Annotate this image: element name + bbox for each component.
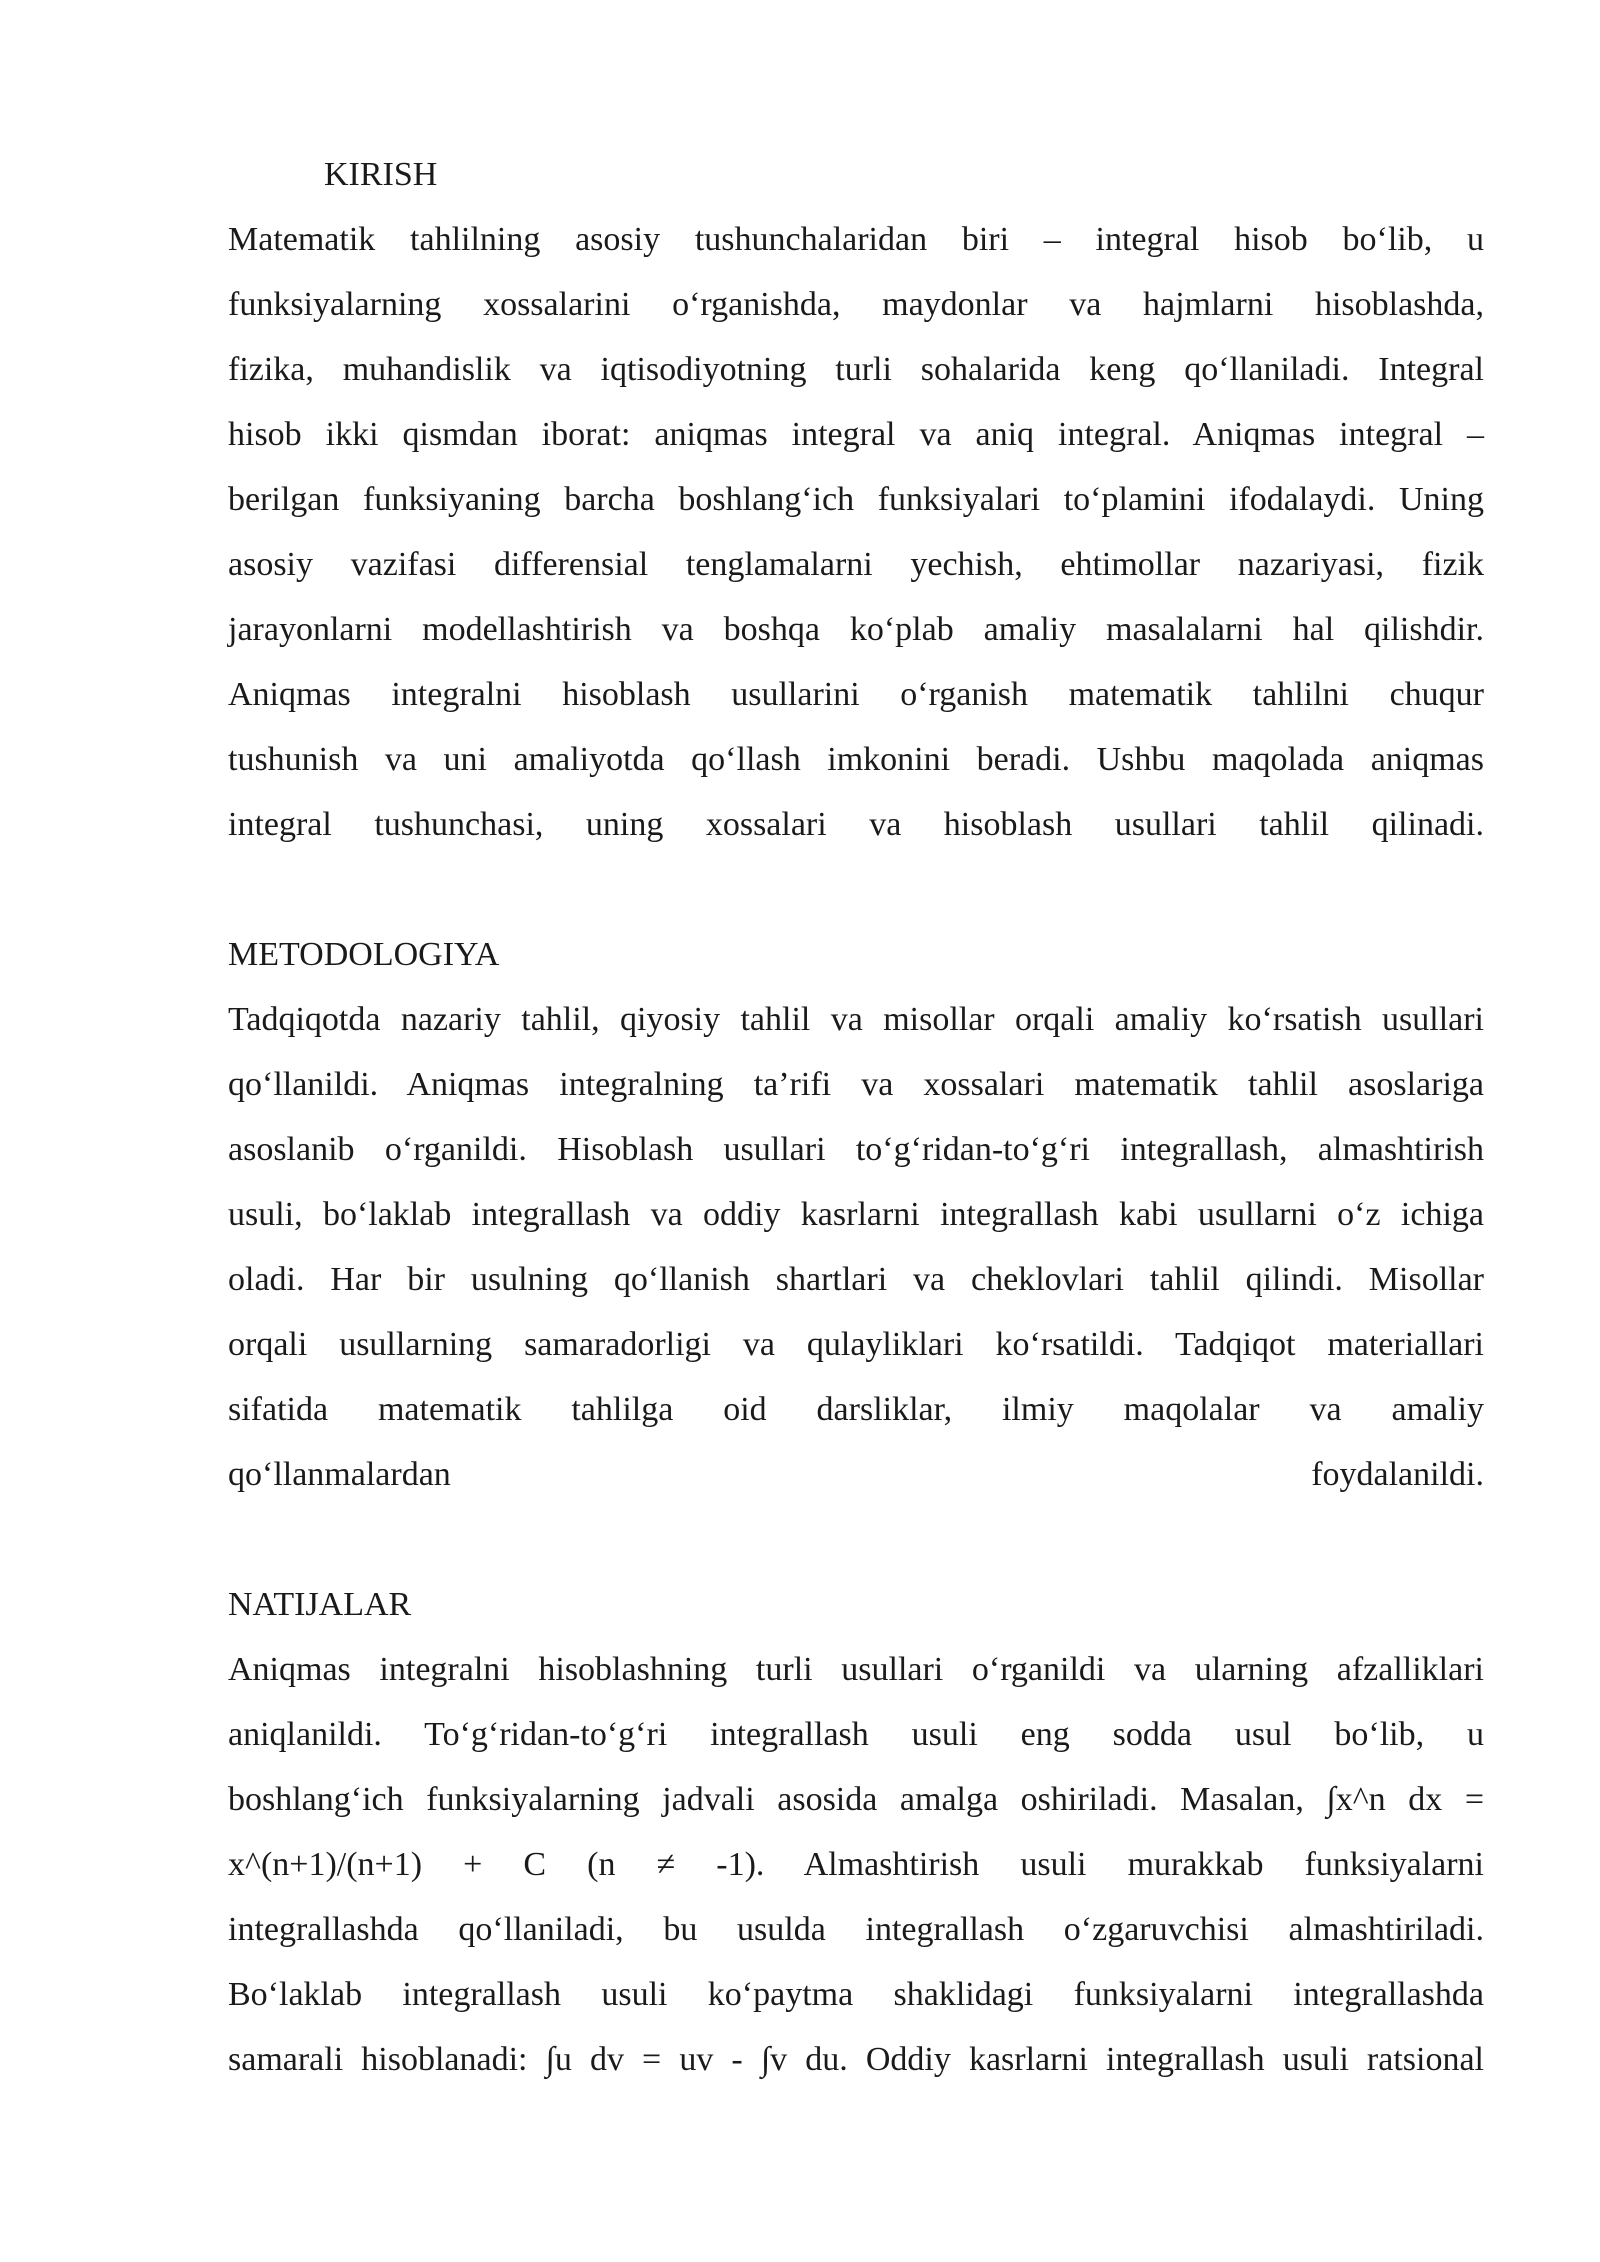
text-line: integrallashda qo‘llaniladi, bu usulda integrallash o‘zgaruvchisi almashtiriladi. xyxy=(228,1911,1484,1948)
text-line: Aniqmas integralni hisoblashning turli usullari o‘rganildi va ularning afzalliklari xyxy=(228,1651,1484,1688)
text-line: asosiy vazifasi differensial tenglamalarni yechish, ehtimollar nazariyasi, fizik xyxy=(228,546,1484,583)
text-line: jarayonlarni modellashtirish va boshqa ko‘plab amaliy masalalarni hal qilishdir. xyxy=(228,611,1484,648)
text-line: sifatida matematik tahlilga oid darsliklar, ilmiy maqolalar va amaliy xyxy=(228,1391,1484,1428)
text-line: qo‘llanmalardan foydalanildi. xyxy=(228,1456,1484,1493)
text-line: tushunish va uni amaliyotda qo‘llash imkonini beradi. Ushbu maqolada aniqmas xyxy=(228,741,1484,778)
paragraph-kirish xyxy=(228,207,1484,857)
text-line: usuli, bo‘laklab integrallash va oddiy kasrlarni integrallash kabi usullarni o‘z ichiga xyxy=(228,1196,1484,1233)
text-line: aniqlanildi. To‘g‘ridan-to‘g‘ri integrallash usuli eng sodda usul bo‘lib, u xyxy=(228,1716,1484,1753)
paragraph-natijalar xyxy=(228,1637,1484,2092)
text-line: boshlang‘ich funksiyalarning jadvali asosida amalga oshiriladi. Masalan, ∫x^n dx = xyxy=(228,1781,1484,1818)
section-heading-metodologiya: METODOLOGIYA xyxy=(228,936,500,973)
text-line: oladi. Har bir usulning qo‘llanish shartlari va cheklovlari tahlil qilindi. Misollar xyxy=(228,1261,1484,1298)
section-heading-natijalar: NATIJALAR xyxy=(228,1586,412,1623)
text-line: qo‘llanildi. Aniqmas integralning ta’rifi va xossalari matematik tahlil asoslariga xyxy=(228,1066,1484,1103)
text-line: integral tushunchasi, uning xossalari va hisoblash usullari tahlil qilinadi. xyxy=(228,806,1484,843)
text-line: berilgan funksiyaning barcha boshlang‘ich funksiyalari to‘plamini ifodalaydi. Uning xyxy=(228,481,1484,518)
text-line: hisob ikki qismdan iborat: aniqmas integral va aniq integral. Aniqmas integral – xyxy=(228,416,1484,453)
text-line: x^(n+1)/(n+1) + C (n ≠ -1). Almashtirish usuli murakkab funksiyalarni xyxy=(228,1846,1484,1883)
text-line: asoslanib o‘rganildi. Hisoblash usullari to‘g‘ridan-to‘g‘ri integrallash, almashtirish xyxy=(228,1131,1484,1168)
section-heading-kirish: KIRISH xyxy=(324,156,438,193)
paragraph-metodologiya xyxy=(228,987,1484,1507)
text-line: Aniqmas integralni hisoblash usullarini o‘rganish matematik tahlilni chuqur xyxy=(228,676,1484,713)
text-line: Bo‘laklab integrallash usuli ko‘paytma shaklidagi funksiyalarni integrallashda xyxy=(228,1976,1484,2013)
text-line: samarali hisoblanadi: ∫u dv = uv - ∫v du. Oddiy kasrlarni integrallash usuli ratsional xyxy=(228,2041,1484,2078)
text-line: fizika, muhandislik va iqtisodiyotning turli sohalarida keng qo‘llaniladi. Integral xyxy=(228,351,1484,388)
text-line: orqali usullarning samaradorligi va qulayliklari ko‘rsatildi. Tadqiqot materiallari xyxy=(228,1326,1484,1363)
text-line: funksiyalarning xossalarini o‘rganishda, maydonlar va hajmlarni hisoblashda, xyxy=(228,286,1484,323)
text-line: Tadqiqotda nazariy tahlil, qiyosiy tahlil va misollar orqali amaliy ko‘rsatish usullari xyxy=(228,1001,1484,1038)
text-line: Matematik tahlilning asosiy tushunchalaridan biri – integral hisob bo‘lib, u xyxy=(228,221,1484,258)
